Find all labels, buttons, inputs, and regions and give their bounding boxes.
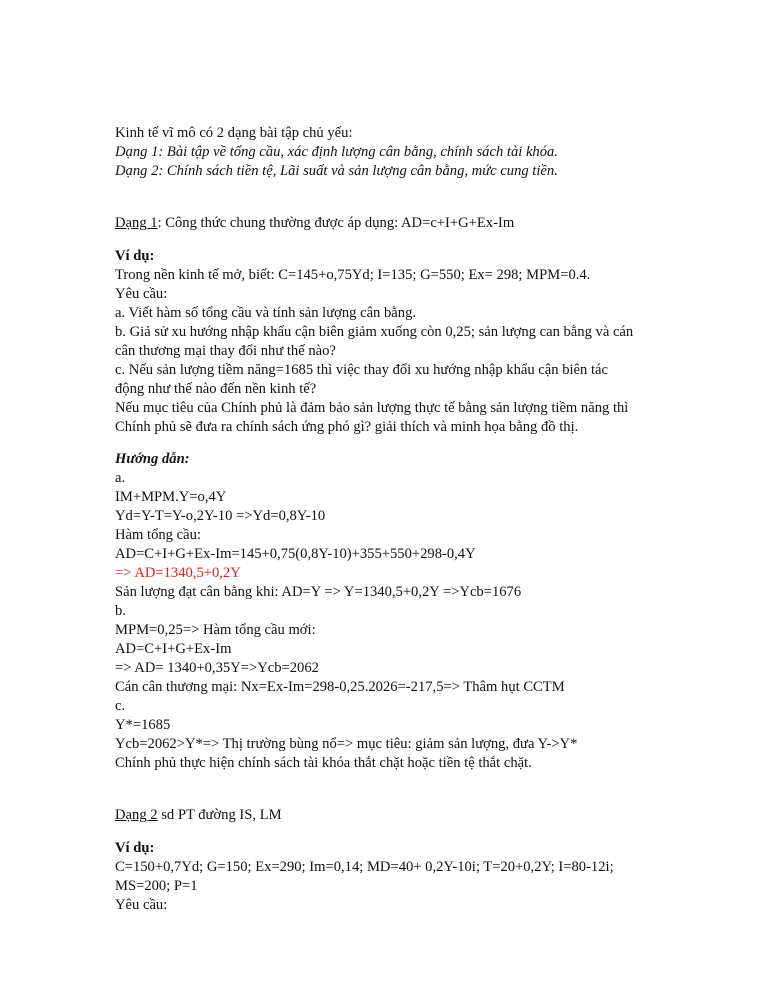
solution-line: AD=C+I+G+Ex-Im [115,641,232,657]
intro-type1-line [115,143,558,162]
solution-line: Cán cân thương mại: Nx=Ex-Im=298-0,25.2026=-217,5=> Thâm hụt CCTM [115,679,565,695]
type2-label: Dạng 2: [115,163,164,179]
type1-label: Dạng 1 [115,144,159,160]
solution-line: Hàm tổng cầu: [115,527,201,543]
example-line: c. Nếu sản lượng tiềm năng=1685 thì việc thay đổi xu hướng nhập khẩu cận biên tác [115,362,608,378]
solution-line: Ycb=2062>Y*=> Thị trường bùng nổ=> mục tiêu: giảm sản lượng, đưa Y->Y* [115,736,578,752]
dang1-formula: : Công thức chung thường được áp dụng: AD=c+I+G+Ex-Im [157,215,515,231]
guide-heading: Hướng dẫn: [115,451,190,467]
example-line: Nếu mục tiêu của Chính phủ là đảm bảo sản lượng thực tế bằng sản lượng tiềm năng thì [115,400,629,416]
dang2-example-heading: Ví dụ: [115,840,155,856]
solution-line: Sản lượng đạt cân bằng khi: AD=Y => Y=1340,5+0,2Y =>Ycb=1676 [115,584,522,600]
example-line: b. Giả sử xu hướng nhập khẩu cận biên giảm xuống còn 0,25; sản lượng can bằng và cán [115,324,634,340]
solution-line: => AD= 1340+0,35Y=>Ycb=2062 [115,660,319,676]
example-line: Yêu cầu: [115,286,168,302]
type1-description: : Bài tập về tổng cầu, xác định lượng cân bằng, chính sách tài khóa. [158,144,558,160]
dang2-label: Dạng 2 [115,807,158,823]
solution-line: Yd=Y-T=Y-o,2Y-10 =>Yd=0,8Y-10 [115,508,326,524]
example-line: động như thế nào đến nền kinh tế? [115,381,317,397]
example-line: Yêu cầu: [115,897,168,913]
ad-result-line [115,564,241,583]
dang1-label: Dạng 1 [115,215,158,231]
intro-line [115,124,353,143]
example-line: C=150+0,7Yd; G=150; Ex=290; Im=0,14; MD=40+ 0,2Y-10i; T=20+0,2Y; I=80-12i; [115,859,614,875]
solution-line: Y*=1685 [115,717,171,733]
intro-text: Kinh tế vĩ mô có 2 dạng bài tập chủ yếu: [115,125,353,141]
example-line: cân thương mại thay đổi như thế nào? [115,343,336,359]
example-line: Chính phủ sẽ đưa ra chính sách ứng phó gì? giải thích và minh họa bằng đồ thị. [115,419,579,435]
solution-line: b. [115,603,126,619]
solution-line: IM+MPM.Y=o,4Y [115,489,227,505]
arrow-text: => [115,565,135,581]
example-line: a. Viết hàm số tổng cầu và tính sản lượng cân bằng. [115,305,417,321]
dang1-heading [115,214,514,233]
ad-result-text: AD=1340,5+0,2Y [134,565,241,581]
type2-description: Chính sách tiền tệ, Lãi suất và sản lượng cân bằng, mức cung tiền. [163,163,558,179]
dang2-heading [115,806,282,825]
intro-type2-line [115,162,558,181]
solution-line: AD=C+I+G+Ex-Im=145+0,75(0,8Y-10)+355+550+298-0,4Y [115,546,476,562]
dang2-description: sd PT đường IS, LM [157,807,282,823]
example-line: MS=200; P=1 [115,878,198,894]
dang1-example-heading: Ví dụ: [115,248,155,264]
example-line: Trong nền kinh tế mở, biết: C=145+o,75Yd; I=135; G=550; Ex= 298; MPM=0.4. [115,267,591,283]
solution-line: MPM=0,25=> Hàm tổng cầu mới: [115,622,316,638]
solution-line: Chính phủ thực hiện chính sách tài khóa thắt chặt hoặc tiền tệ thắt chặt. [115,755,532,771]
solution-line: c. [115,698,126,714]
solution-line: a. [115,470,126,486]
